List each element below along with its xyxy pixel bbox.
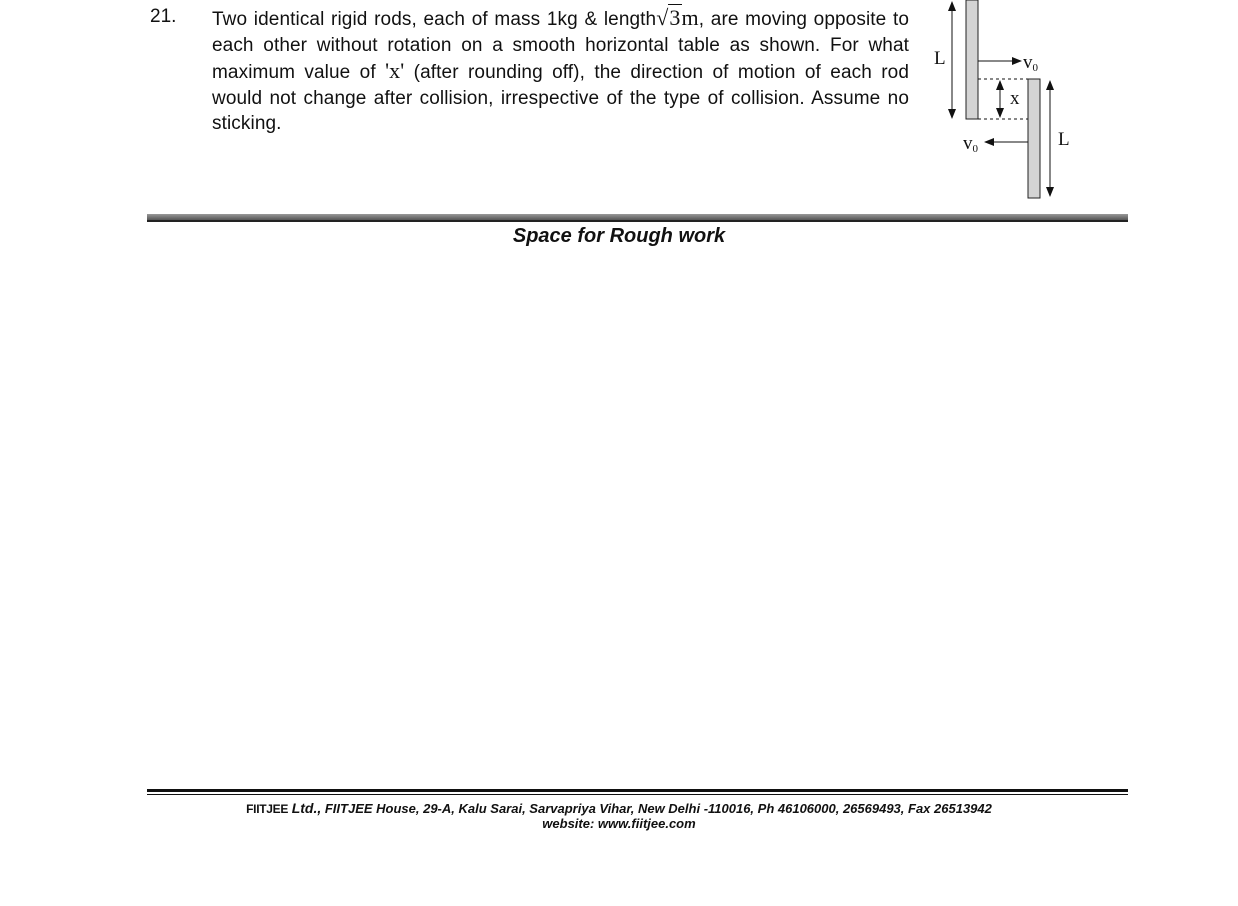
footer-rule-thin <box>147 794 1128 795</box>
left-rod <box>966 0 978 119</box>
question-text-part2: , are moving opposite to each other without rotation on a smooth horizontal table as shown. For what maximum value of <box>212 9 910 83</box>
velocity-right-label: v0 <box>1023 52 1038 74</box>
rough-work-heading: Space for Rough work <box>512 225 726 247</box>
velocity-left-label: v0 <box>963 133 978 155</box>
footer-address: FIITJEE House, 29-A, Kalu Sarai, Sarvapriya Vihar, New Delhi -110016, Ph 46106000, 26569493, Fax 26513942 <box>324 801 992 816</box>
section-divider-line <box>147 220 1128 222</box>
sqrt-expression <box>656 4 699 30</box>
question-number: 21. <box>150 6 177 27</box>
rods-diagram <box>925 0 1085 205</box>
footer-ltd: Ltd., <box>291 800 322 816</box>
overlap-label: x <box>1010 88 1020 109</box>
footer-address-line <box>0 800 1238 816</box>
rods-figure <box>925 0 1085 205</box>
right-rod <box>1028 79 1040 198</box>
question-text-part1: Two identical rigid rods, each of mass 1kg & length <box>212 9 657 30</box>
left-length-label: L <box>934 48 946 69</box>
variable-x: 'x' <box>385 58 405 83</box>
question-text-part3: (after rounding off), the direction of motion of each rod would not change after collision, irrespective of the type of collision. Assume no sticking. <box>212 62 910 134</box>
question-text <box>212 5 909 137</box>
sqrt-value: 3 <box>669 5 681 30</box>
footer-website: website: www.fiitjee.com <box>542 816 696 831</box>
sqrt-symbol: √ <box>656 5 669 30</box>
footer-rule-thick <box>147 789 1128 792</box>
right-length-label: L <box>1058 129 1070 150</box>
length-unit: m <box>681 5 699 30</box>
footer-brand: FIITJEE <box>246 802 289 816</box>
